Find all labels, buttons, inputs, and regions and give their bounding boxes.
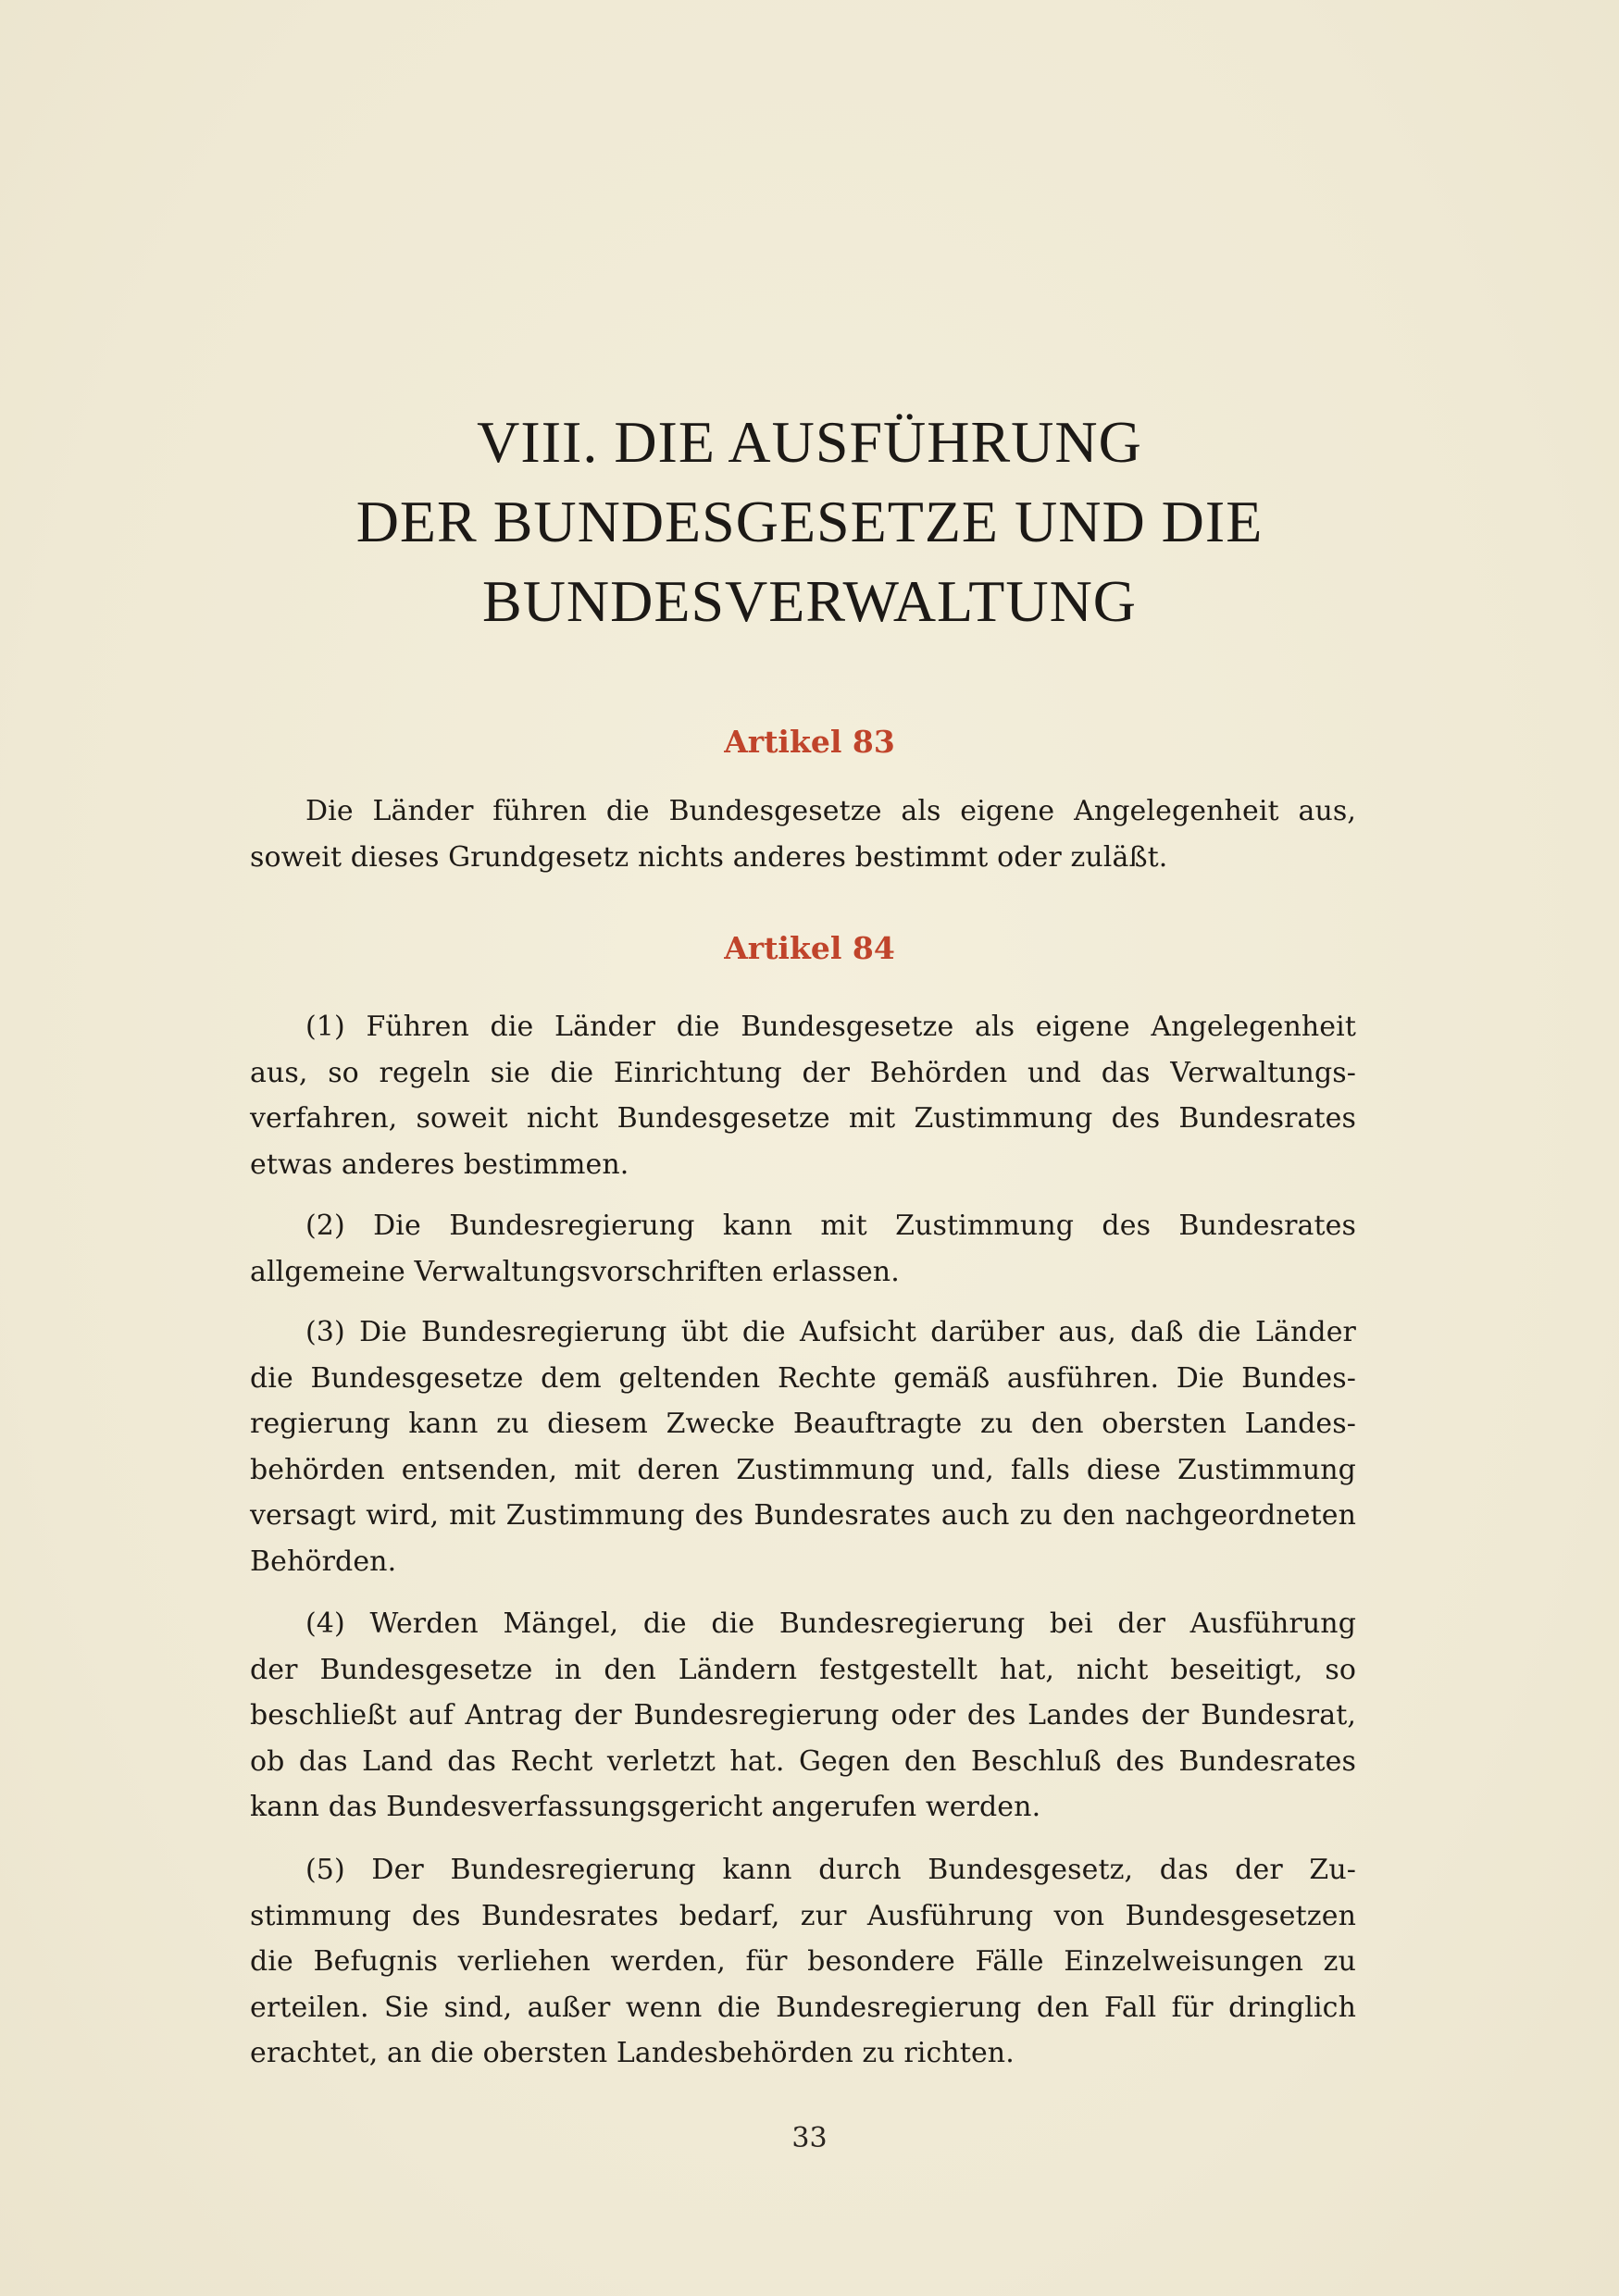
paragraph-line: allgemeine Verwaltungsvorschriften erlassen. <box>250 1255 900 1288</box>
paragraph-line: Behörden. <box>250 1545 397 1578</box>
paragraph-line: aus, so regeln sie die Einrichtung der Behörden und das Verwaltungs- <box>250 1056 1356 1089</box>
paragraph-line: die Befugnis verliehen werden, für besondere Fälle Einzelweisungen zu <box>250 1945 1356 1978</box>
article-83-line: soweit dieses Grundgesetz nichts anderes bestimmt oder zuläßt. <box>250 840 1168 874</box>
paragraph-line: etwas anderes bestimmen. <box>250 1148 629 1181</box>
article-84-paragraph-3 <box>250 1309 1356 1584</box>
article-84-paragraph-5 <box>250 1847 1356 2077</box>
chapter-title-line-3: BUNDESVERWALTUNG <box>482 568 1137 634</box>
paragraph-line: die Bundesgesetze dem geltenden Rechte gemäß ausführen. Die Bundes- <box>250 1361 1356 1395</box>
paragraph-line: (4) Werden Mängel, die die Bundesregierung bei der Ausführung <box>305 1607 1356 1640</box>
paragraph-line: (2) Die Bundesregierung kann mit Zustimmung des Bundesrates <box>305 1210 1356 1242</box>
paragraph-line: ob das Land das Recht verletzt hat. Gegen den Beschluß des Bundesrates <box>250 1744 1356 1778</box>
chapter-title-line-2: DER BUNDESGESETZE UND DIE <box>355 489 1264 554</box>
article-84-paragraph-4 <box>250 1601 1356 1831</box>
paragraph-line: beschließt auf Antrag der Bundesregierung oder des Landes der Bundesrat, <box>250 1699 1356 1731</box>
paragraph-line: kann das Bundesverfassungsgericht angerufen werden. <box>250 1791 1041 1823</box>
article-84-heading: Artikel 84 <box>724 930 895 966</box>
paragraph-line: stimmung des Bundesrates bedarf, zur Ausführung von Bundesgesetzen <box>250 1899 1356 1932</box>
article-84-paragraph-1 <box>250 1004 1356 1187</box>
paragraph-line: der Bundesgesetze in den Ländern festgestellt hat, nicht beseitigt, so <box>250 1653 1356 1686</box>
paragraph-line: erteilen. Sie sind, außer wenn die Bundesregierung den Fall für dringlich <box>250 1991 1356 2024</box>
chapter-title <box>0 403 1619 641</box>
article-84-paragraph-2 <box>250 1203 1356 1295</box>
article-83-heading: Artikel 83 <box>724 724 895 760</box>
paragraph-line: (5) Der Bundesregierung kann durch Bundesgesetz, das der Zu- <box>305 1854 1356 1886</box>
chapter-title-line-1: VIII. DIE AUSFÜHRUNG <box>477 409 1142 475</box>
page-number: 33 <box>791 2122 828 2154</box>
paragraph-line: behörden entsenden, mit deren Zustimmung und, falls diese Zustimmung <box>250 1453 1356 1486</box>
article-83-text <box>250 788 1356 880</box>
paragraph-line: regierung kann zu diesem Zwecke Beauftragte zu den obersten Landes- <box>250 1408 1356 1440</box>
article-83-line: Die Länder führen die Bundesgesetze als eigene Angelegenheit aus, <box>305 795 1356 827</box>
paragraph-line: verfahren, soweit nicht Bundesgesetze mit Zustimmung des Bundesrates <box>250 1102 1356 1135</box>
paragraph-line: erachtet, an die obersten Landesbehörden zu richten. <box>250 2037 1015 2069</box>
paragraph-line: (3) Die Bundesregierung übt die Aufsicht darüber aus, daß die Länder <box>305 1316 1356 1348</box>
paragraph-line: (1) Führen die Länder die Bundesgesetze als eigene Angelegenheit <box>305 1011 1356 1043</box>
paragraph-line: versagt wird, mit Zustimmung des Bundesrates auch zu den nachgeordneten <box>250 1499 1356 1532</box>
